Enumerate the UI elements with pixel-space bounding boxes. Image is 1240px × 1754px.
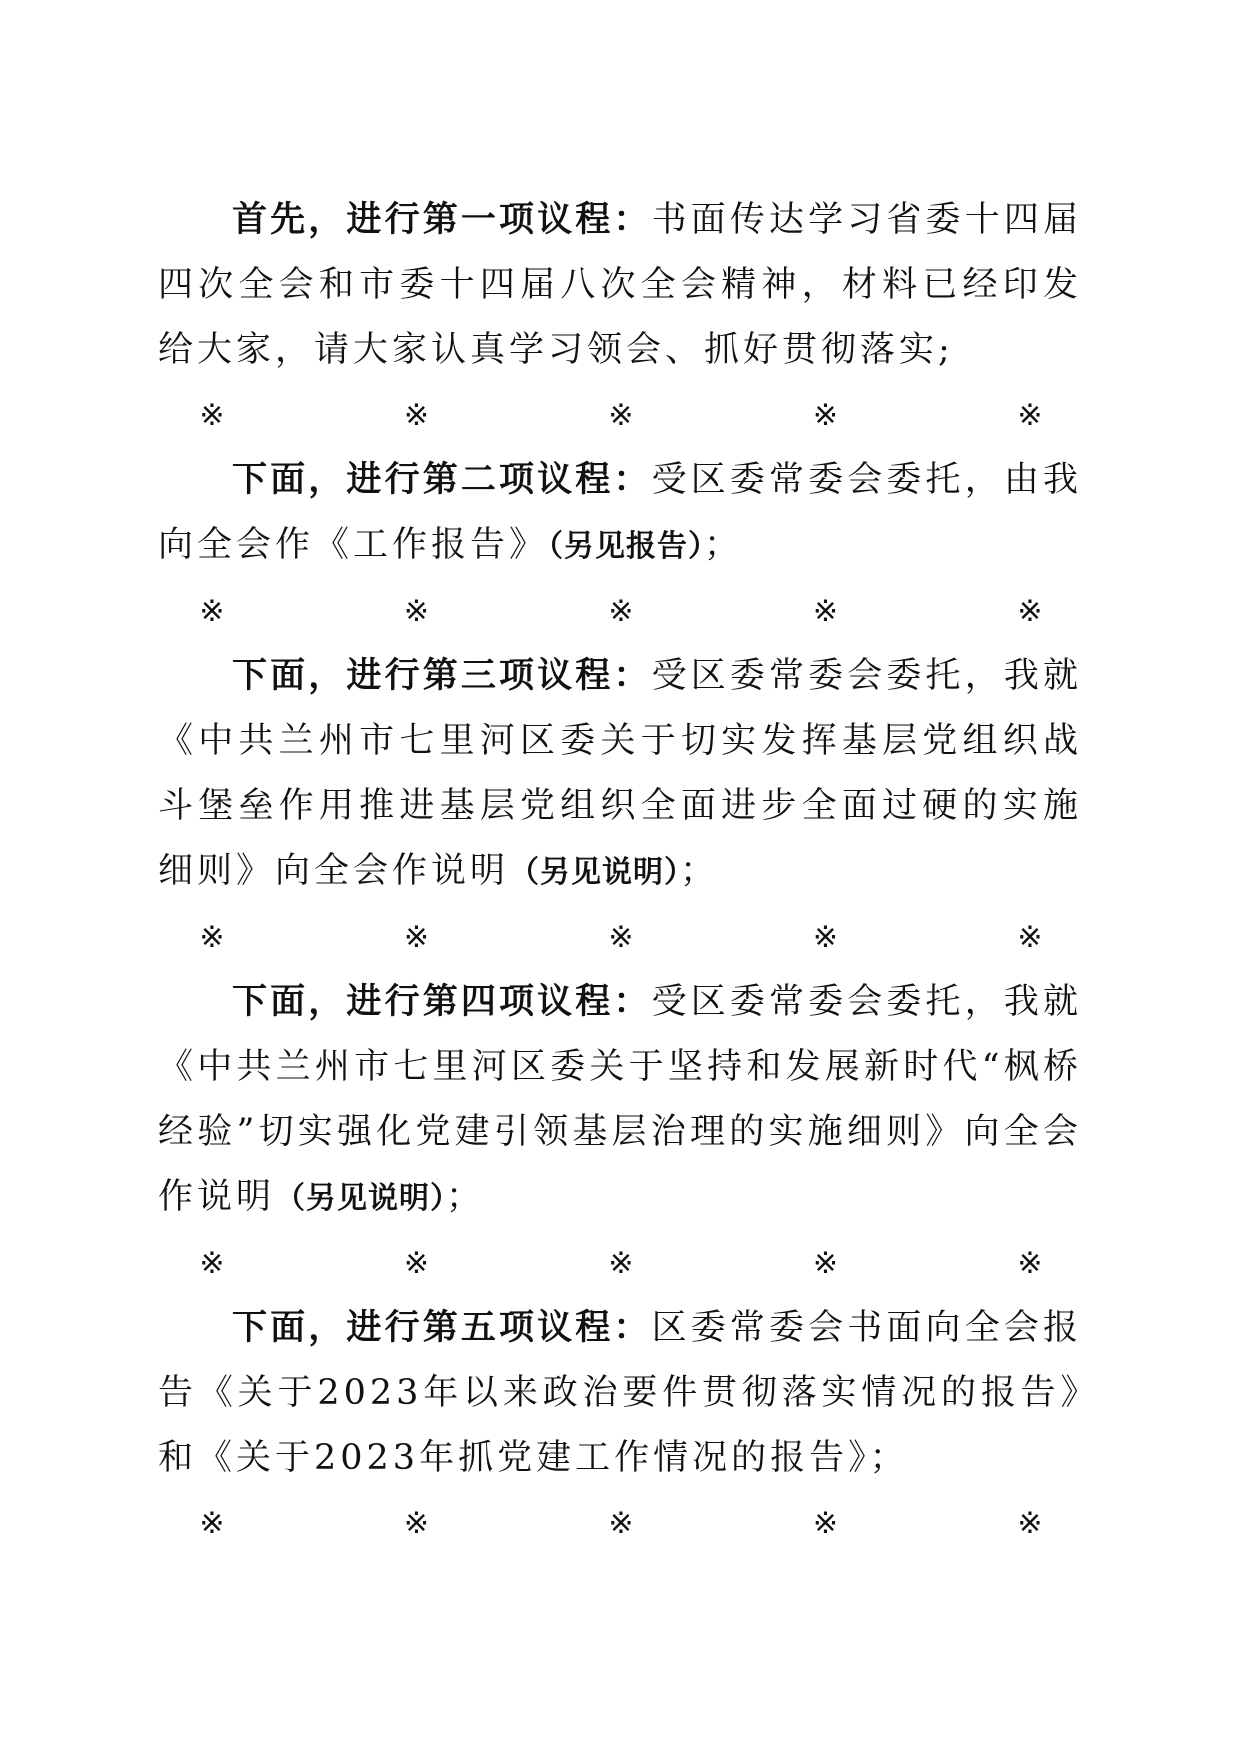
agenda-item-1-body: 书面传达学习省委十四届四次全会和市委十四届八次全会精神，材料已经印发给大家，请大家认真学习领会、抓好贯彻落实;	[158, 200, 1082, 370]
agenda-item-4	[158, 970, 1082, 1231]
separator-mark: ※	[403, 1246, 430, 1281]
agenda-item-4-body: 受区委常委会委托，我就《中共兰州市七里河区委关于坚持和发展新时代“枫桥经验”切实强化党建引领基层治理的实施细则》向全会作说明	[158, 982, 1082, 1217]
separator-mark: ※	[1017, 1246, 1043, 1281]
separator-mark: ※	[1017, 398, 1043, 433]
agenda-item-4-note: （另见说明）	[275, 1181, 447, 1216]
separator-row	[158, 579, 1082, 644]
agenda-item-2-body: 受区委常委会委托，由我向全会作《工作报告》	[158, 460, 1082, 565]
separator-mark: ※	[812, 920, 839, 955]
separator-row	[158, 1231, 1082, 1296]
separator-mark: ※	[403, 920, 430, 955]
separator-mark: ※	[199, 1246, 225, 1281]
agenda-item-2-lead: 下面，进行第二项议程：	[232, 460, 652, 500]
separator-mark: ※	[199, 1506, 225, 1541]
separator-mark: ※	[812, 594, 839, 629]
separator-row	[158, 905, 1082, 970]
separator-mark: ※	[199, 398, 225, 433]
agenda-item-3-lead: 下面，进行第三项议程：	[232, 656, 652, 696]
agenda-item-3-note: （另见说明）	[509, 855, 681, 890]
agenda-item-2-tail: ；	[704, 525, 744, 565]
agenda-item-1	[158, 188, 1082, 383]
separator-mark: ※	[1017, 1506, 1043, 1541]
document-page	[158, 188, 1082, 1556]
separator-mark: ※	[403, 1506, 430, 1541]
separator-mark: ※	[199, 920, 225, 955]
separator-mark: ※	[199, 594, 225, 629]
separator-mark: ※	[1017, 594, 1043, 629]
agenda-item-5-body: 区委常委会书面向全会报告《关于2023年以来政治要件贯彻落实情况的报告》和《关于2023年抓党建工作情况的报告》；	[158, 1308, 1082, 1478]
separator-row	[158, 383, 1082, 448]
agenda-item-4-tail: ；	[446, 1177, 486, 1217]
separator-mark: ※	[1017, 920, 1043, 955]
agenda-item-5-lead: 下面，进行第五项议程：	[232, 1308, 652, 1348]
separator-mark: ※	[608, 398, 634, 433]
separator-mark: ※	[812, 1506, 839, 1541]
agenda-item-3-tail: ；	[680, 851, 720, 891]
agenda-item-1-lead: 首先，进行第一项议程：	[232, 200, 652, 240]
agenda-item-3	[158, 644, 1082, 905]
agenda-item-5	[158, 1296, 1082, 1491]
separator-mark: ※	[403, 398, 430, 433]
separator-mark: ※	[812, 398, 839, 433]
separator-mark: ※	[403, 594, 430, 629]
agenda-item-2-note: （另见报告）	[548, 529, 705, 564]
separator-mark: ※	[608, 1246, 634, 1281]
separator-mark: ※	[608, 594, 634, 629]
agenda-item-4-lead: 下面，进行第四项议程：	[232, 982, 652, 1022]
separator-row	[158, 1491, 1082, 1556]
agenda-item-2	[158, 448, 1082, 579]
separator-mark: ※	[608, 1506, 634, 1541]
separator-mark: ※	[812, 1246, 839, 1281]
separator-mark: ※	[608, 920, 634, 955]
agenda-item-3-body: 受区委常委会委托，我就《中共兰州市七里河区委关于切实发挥基层党组织战斗堡垒作用推进基层党组织全面进步全面过硬的实施细则》向全会作说明	[158, 656, 1082, 891]
